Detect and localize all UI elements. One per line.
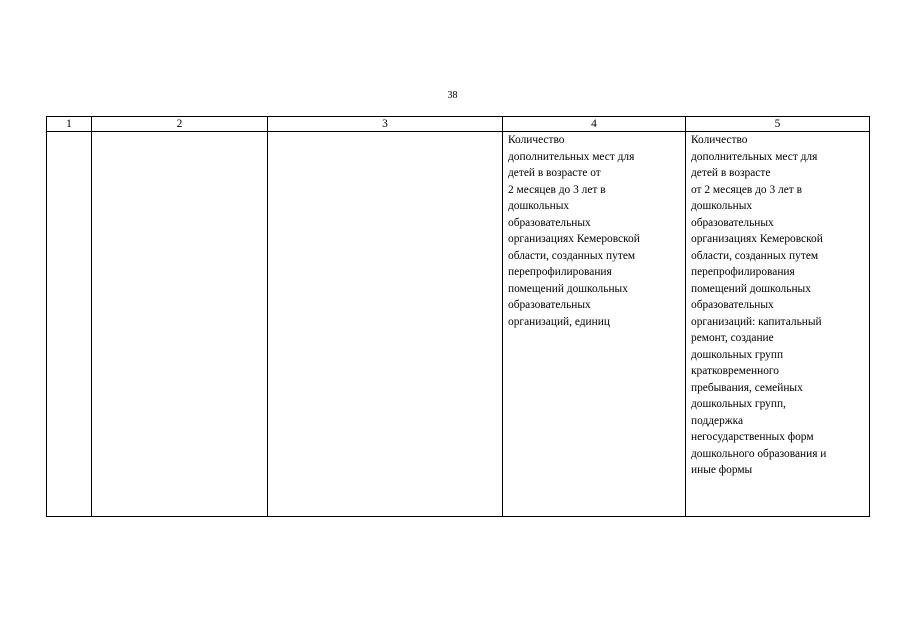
table-cell-3	[268, 132, 503, 517]
table-header-row	[47, 117, 870, 132]
indicator-description: Количество дополнительных мест для детей в возрасте от 2 месяцев до 3 лет в дошкольных образовательных организациях Кемеровской области, созданных путем перепрофилирования помещений дошкольных образовательных организаций, единиц	[508, 134, 640, 328]
column-header-5: 5	[686, 117, 870, 132]
column-header-4: 4	[503, 117, 686, 132]
table-cell-4	[503, 132, 686, 517]
indicator-methodology: Количество дополнительных мест для детей в возрасте от 2 месяцев до 3 лет в дошкольных образовательных организациях Кемеровской области, созданных путем перепрофилирования помещений дошкольных образовательных организаций: капитальный ремонт, создание дошкольных групп кратковременного пребывания, семейных дошкольных групп, поддержка негосударственных форм дошкольного образования и иные формы	[691, 134, 827, 476]
table-row	[47, 132, 870, 517]
table-cell-5	[686, 132, 870, 517]
table-cell-2	[92, 132, 268, 517]
page-number: 38	[447, 90, 458, 101]
indicator-table	[46, 116, 870, 517]
column-header-1: 1	[47, 117, 92, 132]
column-header-3: 3	[268, 117, 503, 132]
table-cell-1	[47, 132, 92, 517]
column-header-2: 2	[92, 117, 268, 132]
